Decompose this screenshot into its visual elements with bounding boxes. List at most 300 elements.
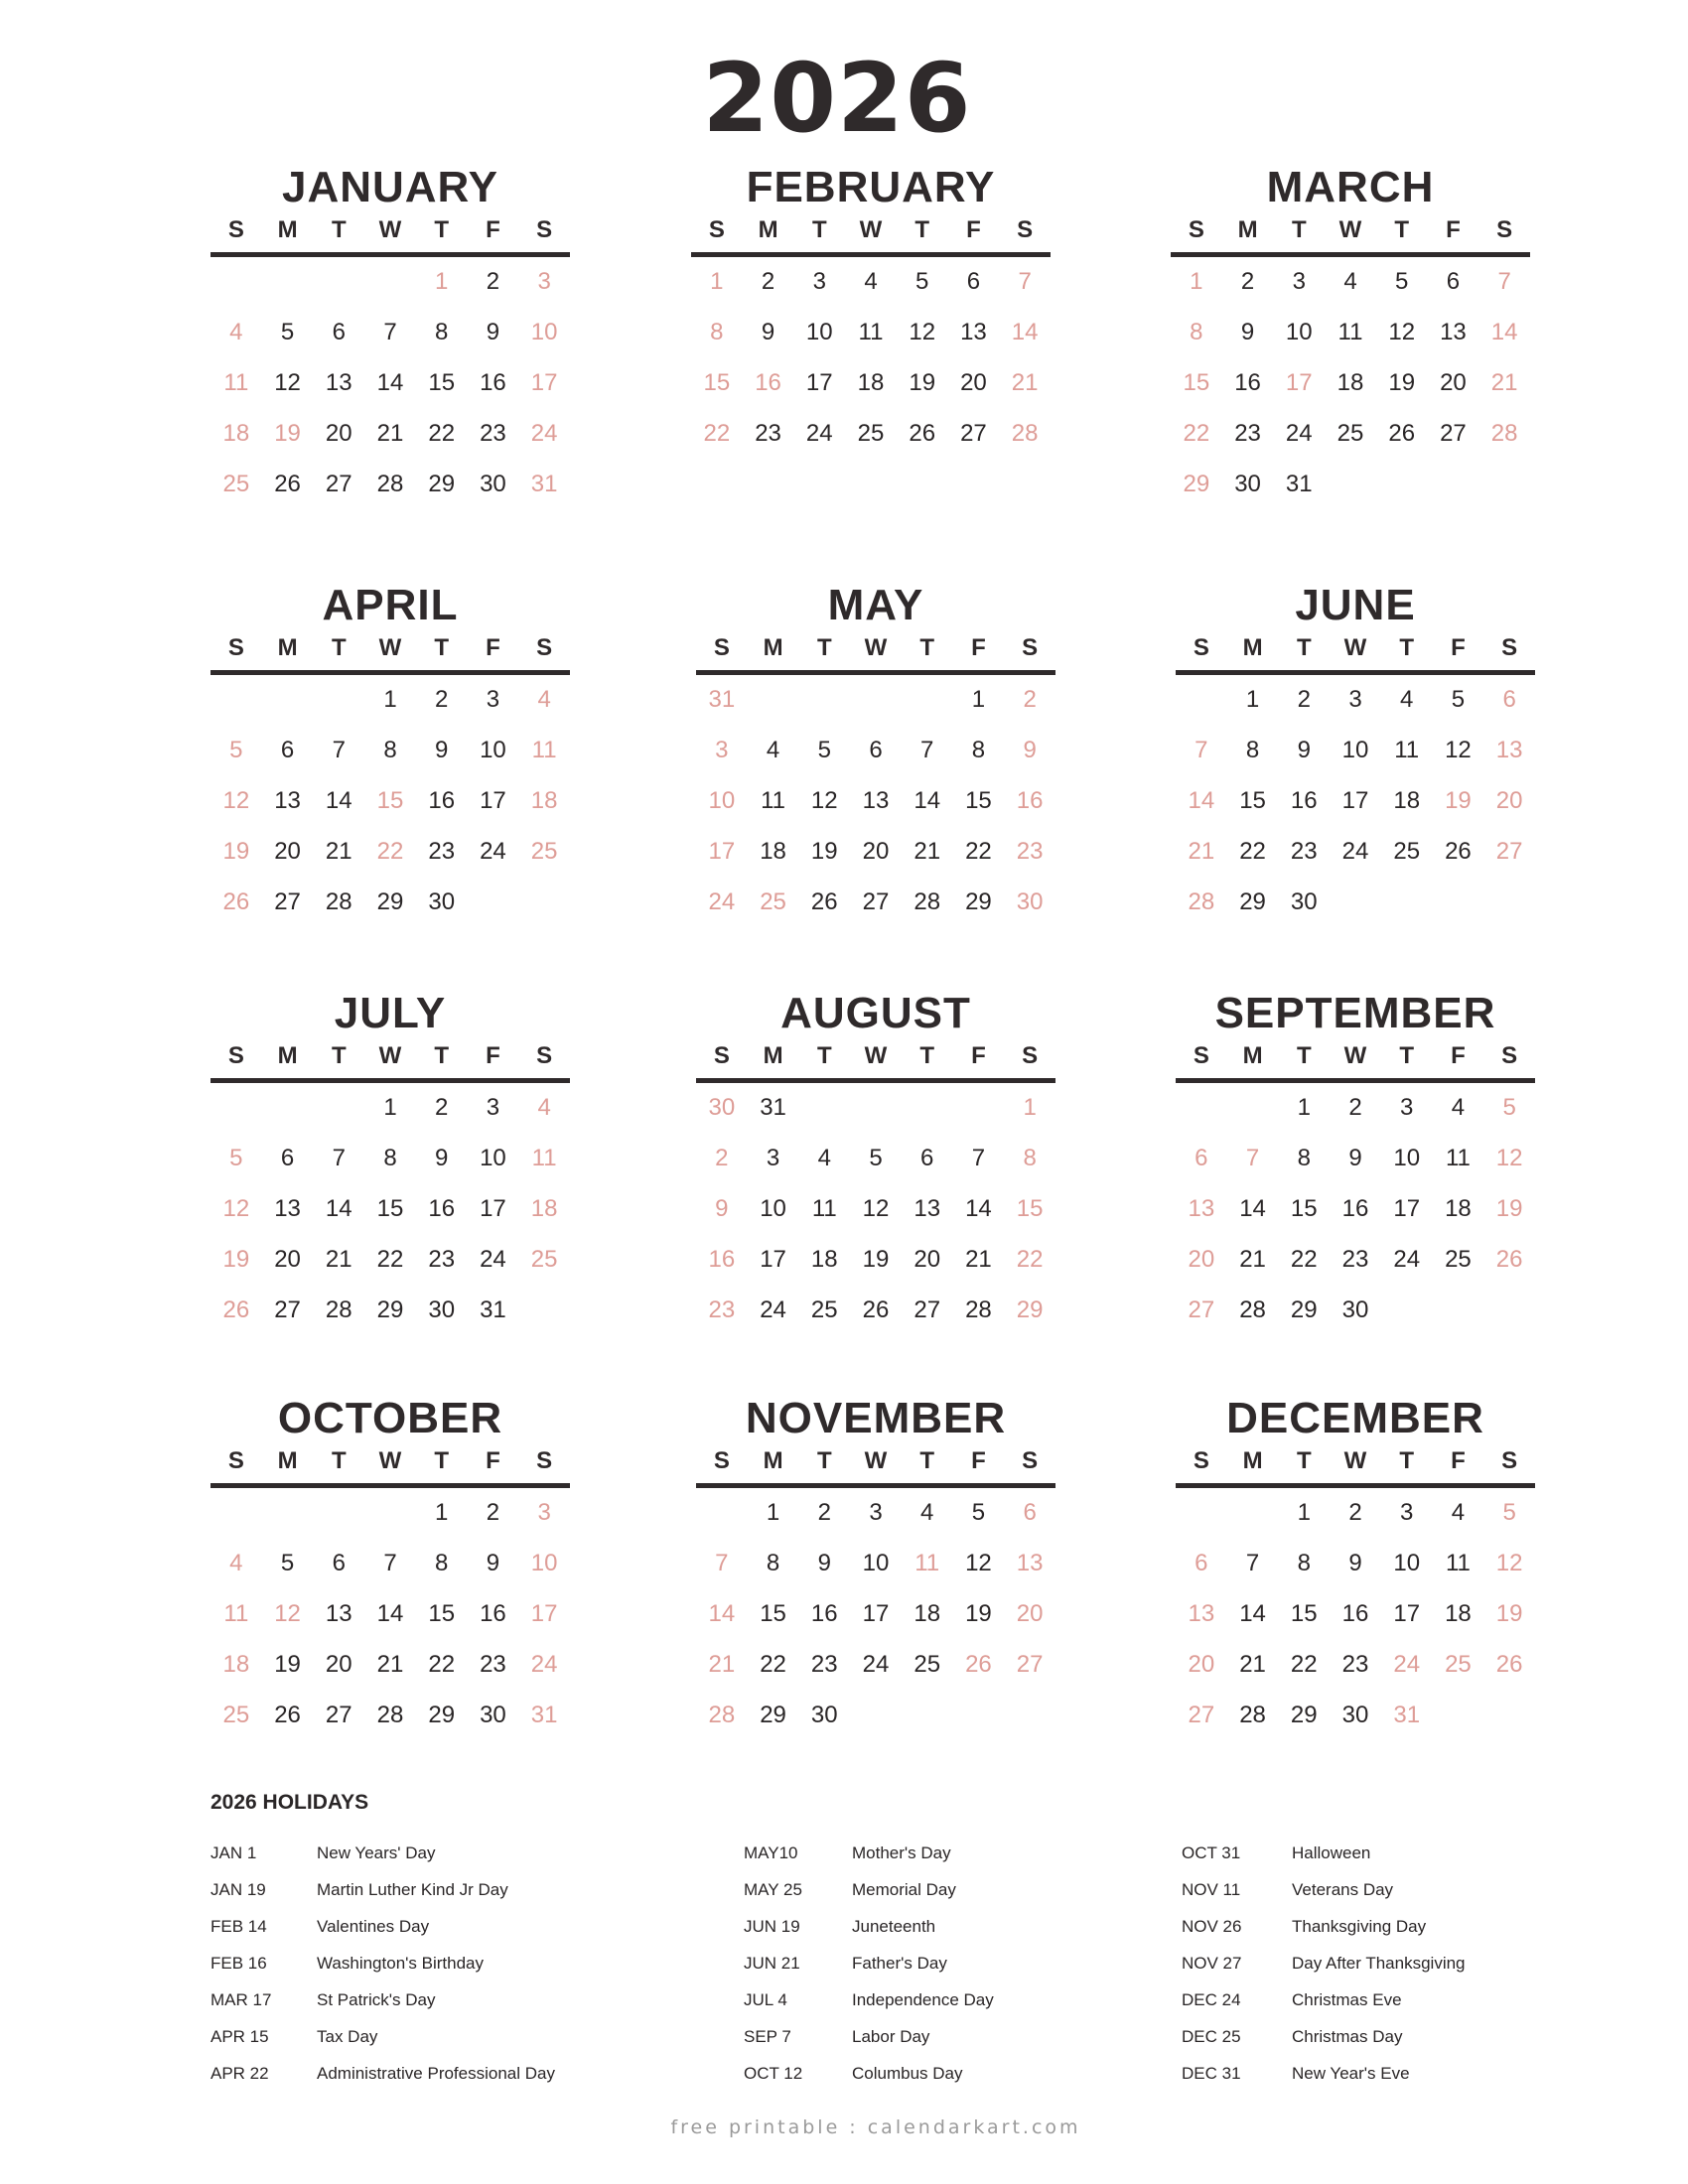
empty-cell bbox=[850, 684, 902, 735]
day-cell: 2 bbox=[1297, 686, 1311, 713]
weekday-label: T bbox=[816, 1447, 832, 1474]
holiday-name: Father's Day bbox=[852, 1954, 947, 1973]
weekday-label: W bbox=[378, 634, 402, 661]
day-cell: 1 bbox=[1297, 1499, 1311, 1526]
day-cell: 22 bbox=[1290, 1651, 1318, 1678]
day-cell: 23 bbox=[1290, 838, 1318, 865]
day-cell: 20 bbox=[1188, 1246, 1215, 1273]
weekday-header bbox=[1176, 1445, 1535, 1477]
day-cell: 28 bbox=[1239, 1297, 1266, 1323]
day-cell: 17 bbox=[862, 1600, 890, 1627]
weekday-label: T bbox=[331, 634, 347, 661]
day-cell: 26 bbox=[909, 420, 936, 447]
day-cell: 9 bbox=[1297, 737, 1311, 763]
day-cell: 28 bbox=[1011, 420, 1039, 447]
day-cell: 20 bbox=[325, 420, 352, 447]
day-cell: 3 bbox=[812, 268, 826, 295]
day-cell: 24 bbox=[480, 838, 506, 865]
weekday-label: F bbox=[966, 216, 981, 243]
day-cell: 17 bbox=[1341, 787, 1369, 814]
day-cell: 20 bbox=[960, 369, 987, 396]
day-grid bbox=[1176, 1092, 1535, 1345]
day-cell: 23 bbox=[1016, 838, 1044, 865]
day-cell: 19 bbox=[1445, 787, 1472, 814]
day-cell: 31 bbox=[1285, 471, 1313, 497]
day-cell: 27 bbox=[1016, 1651, 1044, 1678]
holiday-date: OCT 31 bbox=[1182, 1843, 1241, 1862]
empty-cell bbox=[262, 1497, 314, 1548]
day-cell: 2 bbox=[486, 1499, 500, 1526]
day-cell: 17 bbox=[480, 787, 506, 814]
day-cell: 7 bbox=[332, 737, 346, 763]
empty-cell bbox=[850, 1092, 902, 1143]
weekday-label: T bbox=[1296, 1447, 1312, 1474]
weekday-label: S bbox=[1022, 1447, 1039, 1474]
day-cell: 12 bbox=[222, 787, 250, 814]
day-cell: 7 bbox=[1018, 268, 1032, 295]
day-cell: 14 bbox=[1490, 319, 1518, 345]
day-cell: 6 bbox=[332, 319, 346, 345]
weekday-label: T bbox=[1291, 216, 1307, 243]
day-cell: 8 bbox=[1297, 1550, 1311, 1576]
weekday-label: T bbox=[331, 216, 347, 243]
weekday-label: T bbox=[919, 634, 935, 661]
day-cell: 1 bbox=[1190, 268, 1203, 295]
day-cell: 12 bbox=[1445, 737, 1472, 763]
day-grid bbox=[211, 1497, 570, 1750]
day-cell: 27 bbox=[862, 888, 890, 915]
day-cell: 11 bbox=[914, 1550, 940, 1576]
day-cell: 9 bbox=[1348, 1145, 1362, 1171]
weekday-label: W bbox=[378, 216, 402, 243]
day-grid bbox=[1176, 1497, 1535, 1750]
day-cell: 11 bbox=[1445, 1550, 1471, 1576]
empty-cell bbox=[696, 1497, 748, 1548]
holiday-name: Administrative Professional Day bbox=[317, 2064, 555, 2083]
weekday-header bbox=[1171, 214, 1530, 246]
day-cell: 28 bbox=[376, 1702, 404, 1728]
day-cell: 22 bbox=[1290, 1246, 1318, 1273]
day-cell: 9 bbox=[435, 737, 449, 763]
day-cell: 10 bbox=[760, 1195, 786, 1222]
weekday-label: T bbox=[811, 216, 827, 243]
weekday-header bbox=[696, 632, 1055, 664]
day-cell: 27 bbox=[1495, 838, 1523, 865]
day-cell: 28 bbox=[325, 888, 352, 915]
holiday-date: NOV 26 bbox=[1182, 1917, 1242, 1936]
day-cell: 21 bbox=[1239, 1246, 1266, 1273]
weekday-label: S bbox=[713, 1042, 730, 1069]
weekday-label: S bbox=[1193, 1447, 1209, 1474]
day-cell: 14 bbox=[325, 787, 352, 814]
holiday-date: NOV 11 bbox=[1182, 1880, 1241, 1899]
day-cell: 29 bbox=[1290, 1702, 1318, 1728]
day-cell: 26 bbox=[1388, 420, 1416, 447]
day-cell: 15 bbox=[1290, 1600, 1318, 1627]
holiday-name: New Years' Day bbox=[317, 1843, 436, 1862]
weekday-label: T bbox=[1394, 216, 1410, 243]
day-cell: 6 bbox=[1502, 686, 1516, 713]
day-cell: 26 bbox=[274, 471, 301, 497]
day-cell: 25 bbox=[530, 838, 558, 865]
day-cell: 24 bbox=[862, 1651, 890, 1678]
day-cell: 22 bbox=[376, 1246, 404, 1273]
day-cell: 13 bbox=[960, 319, 987, 345]
day-cell: 10 bbox=[1393, 1145, 1421, 1171]
weekday-label: S bbox=[227, 216, 244, 243]
weekday-label: S bbox=[536, 216, 553, 243]
day-cell: 27 bbox=[914, 1297, 941, 1323]
holiday-date: DEC 31 bbox=[1182, 2064, 1241, 2083]
header-divider bbox=[211, 1078, 570, 1083]
holiday-date: JAN 1 bbox=[211, 1843, 257, 1862]
weekday-label: W bbox=[1343, 634, 1367, 661]
day-cell: 3 bbox=[869, 1499, 883, 1526]
empty-cell bbox=[262, 684, 314, 735]
weekday-label: S bbox=[1193, 1042, 1209, 1069]
day-cell: 10 bbox=[1341, 737, 1369, 763]
day-cell: 20 bbox=[862, 838, 890, 865]
day-cell: 13 bbox=[325, 1600, 352, 1627]
day-cell: 7 bbox=[332, 1145, 346, 1171]
day-cell: 26 bbox=[1495, 1651, 1523, 1678]
day-cell: 23 bbox=[480, 420, 506, 447]
day-cell: 17 bbox=[530, 1600, 558, 1627]
header-divider bbox=[696, 1078, 1055, 1083]
day-cell: 30 bbox=[428, 888, 456, 915]
weekday-label: M bbox=[763, 1447, 783, 1474]
empty-cell bbox=[211, 1092, 262, 1143]
empty-cell bbox=[262, 266, 314, 317]
day-cell: 11 bbox=[811, 1195, 837, 1222]
day-cell: 9 bbox=[486, 1550, 500, 1576]
day-cell: 16 bbox=[1341, 1195, 1369, 1222]
month-august bbox=[696, 989, 1055, 1323]
day-cell: 15 bbox=[428, 1600, 456, 1627]
day-cell: 15 bbox=[1016, 1195, 1044, 1222]
day-cell: 12 bbox=[1495, 1145, 1523, 1171]
holiday-date: MAY10 bbox=[744, 1843, 798, 1862]
day-cell: 14 bbox=[1011, 319, 1039, 345]
day-cell: 16 bbox=[1234, 369, 1261, 396]
weekday-label: T bbox=[1296, 1042, 1312, 1069]
day-cell: 14 bbox=[708, 1600, 736, 1627]
day-cell: 12 bbox=[862, 1195, 890, 1222]
day-cell: 3 bbox=[1400, 1499, 1414, 1526]
day-cell: 6 bbox=[966, 268, 981, 295]
day-cell: 8 bbox=[383, 1145, 397, 1171]
holiday-name: Juneteenth bbox=[852, 1917, 936, 1936]
day-cell: 8 bbox=[971, 737, 986, 763]
empty-cell bbox=[262, 1092, 314, 1143]
holidays-title: 2026 HOLIDAYS bbox=[211, 1791, 369, 1814]
day-cell: 20 bbox=[325, 1651, 352, 1678]
day-cell: 15 bbox=[376, 1195, 404, 1222]
weekday-header bbox=[696, 1445, 1055, 1477]
day-cell: 19 bbox=[909, 369, 936, 396]
day-cell: 11 bbox=[531, 1145, 557, 1171]
day-cell: 13 bbox=[1495, 737, 1523, 763]
day-cell: 21 bbox=[1188, 838, 1215, 865]
empty-cell bbox=[364, 1497, 416, 1548]
weekday-label: S bbox=[1501, 634, 1518, 661]
weekday-label: T bbox=[1399, 1042, 1415, 1069]
day-cell: 13 bbox=[914, 1195, 941, 1222]
day-cell: 8 bbox=[1245, 737, 1260, 763]
day-cell: 14 bbox=[965, 1195, 992, 1222]
day-grid bbox=[696, 1497, 1055, 1750]
day-cell: 2 bbox=[486, 268, 500, 295]
day-cell: 30 bbox=[1234, 471, 1261, 497]
day-cell: 20 bbox=[914, 1246, 941, 1273]
day-cell: 4 bbox=[864, 268, 878, 295]
day-cell: 31 bbox=[480, 1297, 506, 1323]
day-cell: 11 bbox=[223, 369, 249, 396]
day-cell: 9 bbox=[1023, 737, 1037, 763]
header-divider bbox=[211, 670, 570, 675]
day-cell: 30 bbox=[1016, 888, 1044, 915]
day-cell: 9 bbox=[435, 1145, 449, 1171]
month-name: NOVEMBER bbox=[745, 1394, 1007, 1442]
day-cell: 19 bbox=[810, 838, 838, 865]
day-cell: 24 bbox=[480, 1246, 506, 1273]
day-cell: 1 bbox=[1245, 686, 1260, 713]
month-name: JULY bbox=[334, 989, 447, 1037]
day-cell: 25 bbox=[222, 1702, 250, 1728]
weekday-label: M bbox=[763, 1042, 783, 1069]
weekday-label: T bbox=[331, 1042, 347, 1069]
weekday-label: F bbox=[971, 1042, 986, 1069]
month-name: SEPTEMBER bbox=[1214, 989, 1496, 1037]
day-cell: 4 bbox=[537, 1094, 551, 1121]
day-cell: 17 bbox=[805, 369, 833, 396]
day-cell: 25 bbox=[1445, 1651, 1472, 1678]
day-cell: 14 bbox=[1188, 787, 1215, 814]
day-cell: 19 bbox=[274, 420, 301, 447]
weekday-label: W bbox=[378, 1447, 402, 1474]
weekday-label: M bbox=[277, 1447, 298, 1474]
day-cell: 9 bbox=[486, 319, 500, 345]
day-cell: 26 bbox=[274, 1702, 301, 1728]
day-cell: 30 bbox=[810, 1702, 838, 1728]
weekday-label: S bbox=[713, 634, 730, 661]
day-cell: 13 bbox=[325, 369, 352, 396]
day-cell: 23 bbox=[480, 1651, 506, 1678]
day-cell: 4 bbox=[817, 1145, 831, 1171]
weekday-label: M bbox=[1237, 216, 1258, 243]
weekday-label: S bbox=[1496, 216, 1513, 243]
day-cell: 1 bbox=[383, 686, 397, 713]
day-cell: 5 bbox=[1502, 1499, 1516, 1526]
day-cell: 10 bbox=[862, 1550, 890, 1576]
holiday-name: Independence Day bbox=[852, 1990, 994, 2009]
day-cell: 14 bbox=[1239, 1600, 1266, 1627]
holiday-date: MAY 25 bbox=[744, 1880, 802, 1899]
day-cell: 3 bbox=[537, 1499, 551, 1526]
weekday-label: M bbox=[758, 216, 778, 243]
day-cell: 11 bbox=[223, 1600, 249, 1627]
day-cell: 13 bbox=[1440, 319, 1467, 345]
day-cell: 26 bbox=[1445, 838, 1472, 865]
day-cell: 11 bbox=[761, 787, 786, 814]
day-cell: 31 bbox=[1393, 1702, 1421, 1728]
month-december bbox=[1176, 1394, 1535, 1728]
day-cell: 1 bbox=[435, 1499, 449, 1526]
day-cell: 2 bbox=[1023, 686, 1037, 713]
weekday-label: W bbox=[1343, 1042, 1367, 1069]
day-cell: 18 bbox=[1393, 787, 1421, 814]
day-cell: 18 bbox=[530, 787, 558, 814]
weekday-label: W bbox=[864, 1447, 888, 1474]
day-cell: 26 bbox=[222, 888, 250, 915]
day-cell: 10 bbox=[480, 1145, 506, 1171]
day-cell: 4 bbox=[229, 319, 243, 345]
holiday-name: Labor Day bbox=[852, 2027, 930, 2046]
weekday-label: F bbox=[1451, 634, 1466, 661]
day-cell: 22 bbox=[1016, 1246, 1044, 1273]
day-cell: 25 bbox=[1336, 420, 1364, 447]
empty-cell bbox=[313, 1092, 364, 1143]
day-cell: 25 bbox=[1445, 1246, 1472, 1273]
day-cell: 21 bbox=[376, 420, 404, 447]
day-cell: 16 bbox=[1290, 787, 1318, 814]
day-cell: 1 bbox=[435, 268, 449, 295]
day-cell: 21 bbox=[325, 1246, 352, 1273]
weekday-label: T bbox=[919, 1042, 935, 1069]
empty-cell bbox=[798, 684, 850, 735]
day-cell: 12 bbox=[274, 1600, 301, 1627]
day-cell: 10 bbox=[708, 787, 736, 814]
holiday-date: FEB 14 bbox=[211, 1917, 267, 1936]
header-divider bbox=[696, 670, 1055, 675]
weekday-label: F bbox=[486, 1447, 500, 1474]
day-cell: 4 bbox=[1400, 686, 1414, 713]
empty-cell bbox=[313, 266, 364, 317]
day-cell: 1 bbox=[383, 1094, 397, 1121]
day-cell: 13 bbox=[1188, 1600, 1215, 1627]
day-cell: 23 bbox=[428, 838, 456, 865]
day-cell: 22 bbox=[428, 1651, 456, 1678]
day-cell: 26 bbox=[810, 888, 838, 915]
day-cell: 7 bbox=[1245, 1550, 1260, 1576]
year-title: 2026 bbox=[702, 43, 972, 154]
day-cell: 27 bbox=[1188, 1297, 1215, 1323]
holiday-name: Valentines Day bbox=[317, 1917, 430, 1936]
day-cell: 7 bbox=[920, 737, 934, 763]
day-cell: 11 bbox=[531, 737, 557, 763]
weekday-header bbox=[696, 1040, 1055, 1072]
day-cell: 30 bbox=[708, 1094, 736, 1121]
day-cell: 9 bbox=[761, 319, 775, 345]
day-cell: 24 bbox=[530, 1651, 558, 1678]
day-cell: 8 bbox=[383, 737, 397, 763]
day-cell: 5 bbox=[229, 737, 243, 763]
day-cell: 31 bbox=[530, 471, 558, 497]
day-cell: 29 bbox=[428, 1702, 456, 1728]
day-cell: 1 bbox=[1023, 1094, 1037, 1121]
day-cell: 14 bbox=[376, 369, 404, 396]
day-cell: 11 bbox=[1445, 1145, 1471, 1171]
weekday-label: S bbox=[708, 216, 725, 243]
day-cell: 16 bbox=[708, 1246, 736, 1273]
day-cell: 20 bbox=[274, 838, 301, 865]
day-cell: 4 bbox=[1343, 268, 1357, 295]
day-cell: 7 bbox=[715, 1550, 729, 1576]
day-cell: 10 bbox=[805, 319, 833, 345]
day-cell: 20 bbox=[1440, 369, 1467, 396]
holiday-date: DEC 24 bbox=[1182, 1990, 1241, 2009]
weekday-label: S bbox=[1501, 1447, 1518, 1474]
day-cell: 6 bbox=[920, 1145, 934, 1171]
day-cell: 14 bbox=[914, 787, 941, 814]
day-cell: 5 bbox=[280, 1550, 295, 1576]
day-cell: 13 bbox=[1016, 1550, 1044, 1576]
day-cell: 28 bbox=[914, 888, 941, 915]
month-name: DECEMBER bbox=[1226, 1394, 1484, 1442]
month-january bbox=[211, 163, 570, 497]
day-cell: 17 bbox=[760, 1246, 786, 1273]
weekday-label: S bbox=[1017, 216, 1034, 243]
holiday-date: FEB 16 bbox=[211, 1954, 267, 1973]
header-divider bbox=[1176, 670, 1535, 675]
day-cell: 26 bbox=[862, 1297, 890, 1323]
day-cell: 15 bbox=[1183, 369, 1210, 396]
day-grid bbox=[691, 266, 1051, 469]
day-cell: 6 bbox=[332, 1550, 346, 1576]
month-name: JANUARY bbox=[281, 163, 499, 211]
day-cell: 15 bbox=[1239, 787, 1266, 814]
day-grid bbox=[1171, 266, 1530, 519]
day-cell: 6 bbox=[1195, 1550, 1208, 1576]
holiday-name: Tax Day bbox=[317, 2027, 378, 2046]
day-cell: 8 bbox=[1190, 319, 1203, 345]
day-cell: 18 bbox=[222, 1651, 250, 1678]
header-divider bbox=[696, 1483, 1055, 1488]
day-cell: 29 bbox=[1183, 471, 1210, 497]
day-cell: 12 bbox=[222, 1195, 250, 1222]
weekday-label: S bbox=[1501, 1042, 1518, 1069]
holiday-date: APR 15 bbox=[211, 2027, 269, 2046]
day-cell: 5 bbox=[817, 737, 831, 763]
weekday-label: S bbox=[1188, 216, 1204, 243]
weekday-label: F bbox=[486, 1042, 500, 1069]
day-cell: 3 bbox=[715, 737, 729, 763]
weekday-label: T bbox=[434, 634, 450, 661]
holiday-name: Martin Luther Kind Jr Day bbox=[317, 1880, 508, 1899]
day-cell: 13 bbox=[1188, 1195, 1215, 1222]
day-cell: 10 bbox=[480, 737, 506, 763]
holiday-name: Halloween bbox=[1292, 1843, 1371, 1862]
day-cell: 10 bbox=[530, 319, 558, 345]
header-divider bbox=[1176, 1078, 1535, 1083]
holiday-date: JUN 21 bbox=[744, 1954, 800, 1973]
weekday-label: F bbox=[971, 1447, 986, 1474]
weekday-label: T bbox=[919, 1447, 935, 1474]
holiday-name: Columbus Day bbox=[852, 2064, 963, 2083]
day-cell: 18 bbox=[914, 1600, 941, 1627]
day-cell: 16 bbox=[428, 1195, 456, 1222]
day-cell: 10 bbox=[530, 1550, 558, 1576]
day-cell: 29 bbox=[965, 888, 992, 915]
day-cell: 31 bbox=[708, 686, 736, 713]
weekday-label: S bbox=[1022, 1042, 1039, 1069]
day-cell: 12 bbox=[965, 1550, 992, 1576]
day-cell: 6 bbox=[1195, 1145, 1208, 1171]
day-cell: 10 bbox=[1393, 1550, 1421, 1576]
day-cell: 29 bbox=[376, 1297, 404, 1323]
day-cell: 30 bbox=[1290, 888, 1318, 915]
day-cell: 24 bbox=[1393, 1246, 1421, 1273]
